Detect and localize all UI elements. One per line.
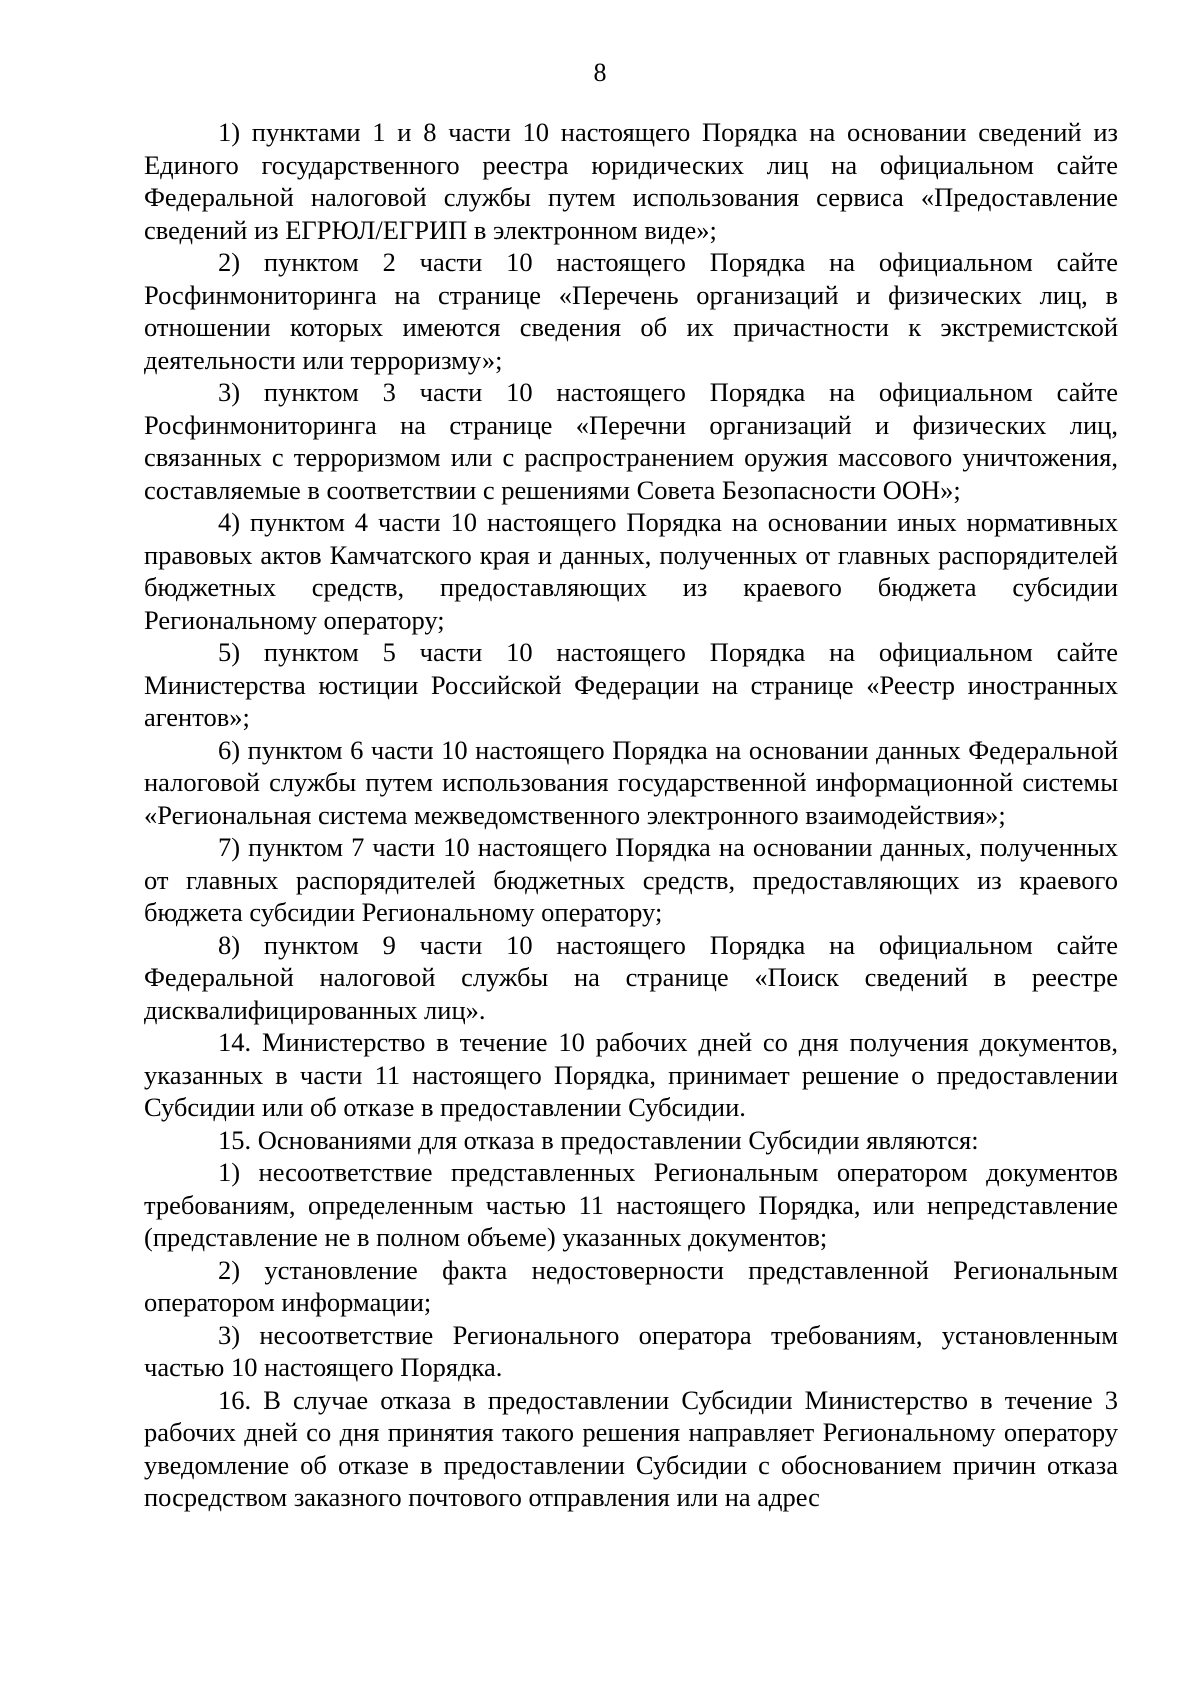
paragraph-section-16: 16. В случае отказа в предоставлении Субсидии Министерство в течение 3 рабочих дней со дня принятия такого решения направляет Региональному оператору уведомление об отказе в предоставлении Субсидии с обоснованием причин отказа посредством заказного почтового отправления или на адрес	[144, 1384, 1118, 1512]
paragraph-item-2-extremism-list: 2) пунктом 2 части 10 настоящего Порядка на официальном сайте Росфинмониторинга на странице «Перечень организаций и физических лиц, в отношении которых имеются сведения об их причастности к экстремистской деятельности или терроризму»;	[144, 247, 1118, 375]
paragraph-section-15: 15. Основаниями для отказа в предоставлении Субсидии являются:	[218, 1124, 979, 1155]
paragraph-section-14: 14. Министерство в течение 10 рабочих дней со дня получения документов, указанных в части 11 настоящего Порядка, принимает решение о предоставлении Субсидии или об отказе в предоставлении Субсидии.	[144, 1027, 1118, 1122]
paragraph-section-15-item-3: 3) несоответствие Регионального оператора требованиям, установленным частью 10 настоящего Порядка.	[144, 1319, 1118, 1382]
paragraph-item-8-disqualified-registry: 8) пунктом 9 части 10 настоящего Порядка на официальном сайте Федеральной налоговой службы на странице «Поиск сведений в реестре дисквалифицированных лиц».	[144, 929, 1118, 1025]
paragraph-item-3-terrorism-lists: 3) пунктом 3 части 10 настоящего Порядка на официальном сайте Росфинмониторинга на странице «Перечни организаций и физических лиц, связанных с терроризмом или с распространением оружия массового уничтожения, составляемые в соответствии с решениями Совета Безопасности ООН»;	[144, 377, 1118, 505]
paragraph-item-1-egrul: 1) пунктами 1 и 8 части 10 настоящего Порядка на основании сведений из Единого государственного реестра юридических лиц на официальном сайте Федеральной налоговой службы путем использования сервиса «Предоставление сведений из ЕГРЮЛ/ЕГРИП в электронном виде»;	[144, 117, 1118, 245]
paragraph-item-4-kamchatka-acts: 4) пунктом 4 части 10 настоящего Порядка на основании иных нормативных правовых актов Камчатского края и данных, полученных от главных распорядителей бюджетных средств, предоставляющих из краевого бюджета субсидии Региональному оператору;	[144, 507, 1118, 635]
document-body	[144, 116, 1118, 1514]
page-number: 8	[593, 58, 607, 87]
paragraph-item-7-budget-managers: 7) пунктом 7 части 10 настоящего Порядка на основании данных, полученных от главных распорядителей бюджетных средств, предоставляющих из краевого бюджета субсидии Региональному оператору;	[144, 832, 1118, 927]
paragraph-section-15-item-2: 2) установление факта недостоверности представленной Региональным оператором информации;	[144, 1254, 1118, 1317]
paragraph-section-15-item-1: 1) несоответствие представленных Региональным оператором документов требованиям, определенным частью 11 настоящего Порядка, или непредставление (представление не в полном объеме) указанных документов;	[144, 1157, 1118, 1252]
paragraph-item-6-interagency-system: 6) пунктом 6 части 10 настоящего Порядка на основании данных Федеральной налоговой службы путем использования государственной информационной системы «Региональная система межведомственного электронного взаимодействия»;	[144, 734, 1118, 830]
paragraph-item-5-foreign-agents: 5) пунктом 5 части 10 настоящего Порядка на официальном сайте Министерства юстиции Российской Федерации на странице «Реестр иностранных агентов»;	[144, 637, 1118, 732]
